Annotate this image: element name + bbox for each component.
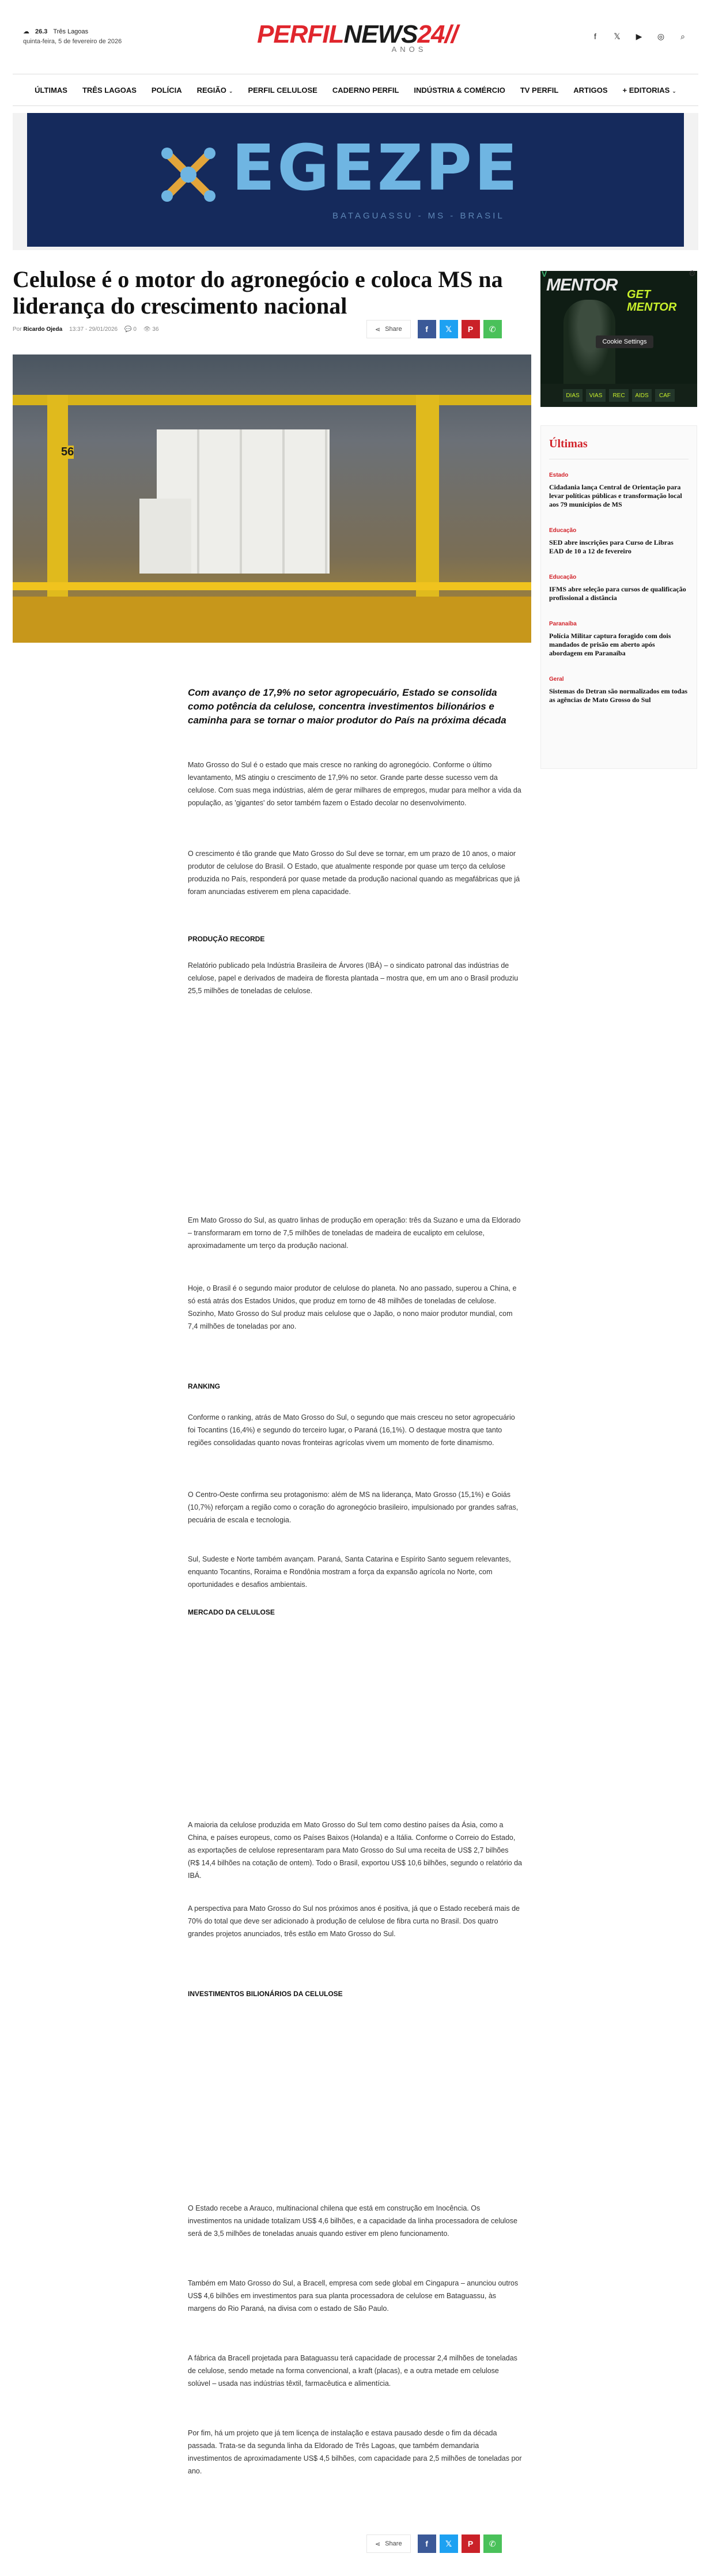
latest-headline[interactable]: SED abre inscrições para Curso de Libras EAD de 10 a 12 de fevereiro: [549, 538, 674, 555]
latest-category[interactable]: Geral: [549, 676, 564, 682]
latest-category[interactable]: Estado: [549, 472, 569, 478]
author-link[interactable]: Ricardo Ojeda: [23, 326, 63, 333]
latest-headline[interactable]: Sistemas do Detran são normalizados em todas as agências de Mato Grosso do Sul: [549, 687, 687, 704]
article-paragraph: Hoje, o Brasil é o segundo maior produtor de celulose do planeta. No ano passado, superou a China, e só está atrás dos Estados Unidos, que produz em torno de 48 milhões de toneladas de celulose. Sozinho, Mato Grosso do Sul produz mais celulose que o Japão, o nono maior produtor mundial, com 7,4 milhões de toneladas por ano.: [188, 1284, 517, 1330]
share-whatsapp-button[interactable]: [483, 2534, 502, 2553]
social-links: [590, 32, 688, 42]
share-x-button[interactable]: [440, 320, 458, 338]
nav-regiao-label: REGIÃO: [196, 85, 226, 95]
cookie-settings-button[interactable]: Cookie Settings: [596, 335, 653, 348]
nav-industria-comercio[interactable]: INDÚSTRIA & COMÉRCIO: [414, 85, 505, 95]
share-whatsapp-button[interactable]: [483, 320, 502, 338]
pinterest-icon: P: [467, 325, 474, 334]
sidebar-ad[interactable]: [540, 271, 697, 407]
share-x-button[interactable]: [440, 2534, 458, 2553]
chevron-down-icon: ⌄: [672, 88, 676, 94]
views-value: 36: [152, 326, 159, 333]
facebook-icon: f: [425, 325, 428, 334]
youtube-icon[interactable]: ▶: [636, 32, 642, 41]
nav-tres-lagoas[interactable]: TRÊS LAGOAS: [82, 85, 137, 95]
nav-editorias-label: + EDITORIAS: [622, 85, 670, 95]
main-nav: [13, 74, 698, 106]
hero-column-left: [47, 395, 68, 614]
ad-right-text: [627, 288, 695, 340]
pinterest-icon: P: [467, 2539, 474, 2548]
nav-tv-perfil[interactable]: TV PERFIL: [520, 85, 559, 95]
list-item[interactable]: [549, 621, 689, 658]
x-icon[interactable]: 𝕏: [614, 32, 621, 41]
eye-icon: 👁: [143, 326, 151, 333]
list-item[interactable]: [549, 472, 689, 509]
article-paragraph: Por fim, há um projeto que já tem licença de instalação e estava pausado desde o fim da década passada. Trata-se da segunda linha da Eldorado de Três Lagoas, que também demandaria investimentos de aproximadamente US$ 4,5 bilhões, com capacidade para 2,5 milhões de toneladas por ano.: [188, 2429, 522, 2475]
nav-policia[interactable]: POLÍCIA: [151, 85, 182, 95]
nav-perfil-celulose[interactable]: PERFIL CELULOSE: [248, 85, 317, 95]
share-label: Share: [385, 2540, 402, 2547]
article-paragraph: Sul, Sudeste e Norte também avançam. Paraná, Santa Catarina e Espírito Santo seguem relevantes, enquanto Tocantins, Roraima e Rondônia mostram a força da expansão agrícola no Norte, com oportunidades e desafios ambientais.: [188, 1555, 511, 1589]
hero-number: 56: [61, 446, 74, 458]
article-paragraph: Relatório publicado pela Indústria Brasileira de Árvores (IBÁ) – o sindicato patronal das indústrias de celulose, papel e derivados de madeira de floresta plantada – mostra que, em um ano o Brasil produziu 25,5 milhões de toneladas de celulose.: [188, 961, 519, 995]
ad-tag: AIDS: [632, 389, 652, 402]
article-datetime: 13:37 - 29/01/2026: [69, 326, 118, 333]
ad-tag: VIAS: [586, 389, 606, 402]
ad-choices-icon[interactable]: V: [542, 269, 547, 278]
facebook-icon: f: [425, 2539, 428, 2548]
list-item[interactable]: [549, 527, 689, 556]
logo-tagline: ANOS: [391, 45, 427, 54]
share-facebook-button[interactable]: [418, 2534, 436, 2553]
logo-part-1: PERFIL: [257, 20, 344, 48]
section-heading: RANKING: [188, 1382, 220, 1390]
latest-headline[interactable]: Polícia Militar captura foragido com dois mandados de prisão em aberto após abordagem em Paranaíba: [549, 632, 671, 657]
article-paragraph: A fábrica da Bracell projetada para Bataguassu terá capacidade de processar 2,4 milhões de toneladas de celulose, sendo metade na forma convencional, a kraft (placas), e a outra metade em celulose solúvel – usada nas indústrias têxtil, farmacêutica e alimentícia.: [188, 2354, 517, 2388]
ad-tag: CAF: [655, 389, 675, 402]
comment-icon: 💬: [124, 326, 132, 333]
latest-headline[interactable]: IFMS abre seleção para cursos de qualificação profissional a distância: [549, 585, 686, 602]
article-paragraph: Em Mato Grosso do Sul, as quatro linhas de produção em operação: três da Suzano e uma da Eldorado – transformaram em torno de 7,5 milhões de toneladas de madeira de eucalipto em celulose, aproximadamente um terço da produção nacional.: [188, 1216, 521, 1250]
article-paragraph: Conforme o ranking, atrás de Mato Grosso do Sul, o segundo que mais cresceu no setor agropecuário foi Tocantins (16,4%) e segundo do terceiro lugar, o Paraná (16,1%). O destaque mostra que tanto regiões consolidadas quanto novas fronteiras agrícolas vivem um momento de forte dinamismo.: [188, 1413, 515, 1447]
hero-pulp-bales-small: [139, 499, 191, 574]
logo-part-2: NEWS: [343, 20, 418, 48]
weather-widget: [23, 28, 88, 35]
share-bar-bottom: [366, 2534, 502, 2553]
nav-caderno-perfil[interactable]: CADERNO PERFIL: [332, 85, 399, 95]
share-icon: ⋖: [375, 326, 381, 333]
ad-tag: REC: [609, 389, 629, 402]
banner-ad[interactable]: [27, 113, 684, 247]
article-paragraph: O Estado recebe a Arauco, multinacional chilena que está em construção em Inocência. Os investimentos na unidade totalizam US$ 4,6 bilhões, e a capacidade da linha processadora de celulose será de 3,5 milhões de toneladas anuais quando estiver em pleno funcionamento.: [188, 2204, 517, 2238]
current-date: quinta-feira, 5 de fevereiro de 2026: [23, 38, 122, 45]
logo-part-3: 24: [417, 20, 445, 48]
share-pinterest-button[interactable]: [462, 2534, 480, 2553]
section-heading: PRODUÇÃO RECORDE: [188, 935, 265, 943]
share-pinterest-button[interactable]: [462, 320, 480, 338]
article-paragraph: Mato Grosso do Sul é o estado que mais cresce no ranking do agronegócio. Conforme o último levantamento, MS atingiu o crescimento de 17,9% no setor. Grande parte desse sucesso vem da celulose. Com suas mega indústrias, além de gerar milhares de empregos, mudar para melhor a vida da população, as 'gigantes' do setor também fazem o Estado decolar no desenvolvimento.: [188, 761, 521, 807]
cloud-icon: ☁: [23, 28, 29, 35]
hero-rail: [13, 582, 531, 590]
hero-beam: [13, 395, 531, 405]
hero-floor: [13, 597, 531, 643]
top-bar: [0, 0, 711, 69]
x-icon: 𝕏: [445, 2539, 452, 2548]
ad-title: MENTOR: [546, 276, 618, 295]
share-facebook-button[interactable]: [418, 320, 436, 338]
temperature: 26.3: [35, 28, 48, 35]
egezpe-logo-icon: [157, 143, 220, 206]
nav-regiao[interactable]: [197, 86, 233, 95]
share-button[interactable]: [366, 320, 411, 338]
nav-editorias[interactable]: [623, 86, 676, 95]
nav-artigos[interactable]: ARTIGOS: [573, 85, 608, 95]
x-icon: 𝕏: [445, 324, 452, 334]
ad-tag: DIAS: [563, 389, 583, 402]
share-icon: ⋖: [375, 2540, 381, 2548]
latest-category[interactable]: Educação: [549, 574, 577, 580]
share-label: Share: [385, 326, 402, 333]
site-logo[interactable]: [254, 22, 461, 54]
article-meta: [13, 326, 159, 333]
article-lead: Com avanço de 17,9% no setor agropecuário, Estado se consolida como potência da celulose, concentra investimentos bilionários e caminha para se tornar o maior produtor do País na próxima década: [188, 687, 506, 726]
article-title: Celulose é o motor do agronegócio e coloca MS na liderança do crescimento nacional: [13, 266, 503, 319]
article-paragraph: O crescimento é tão grande que Mato Grosso do Sul deve se tornar, em um prazo de 10 anos, o maior produtor de celulose do Brasil. O Estado, que atualmente responde por quase um terço da celulose produzida no País, responderá por quase metade da produção nacional quando as megafábricas que já foram anunciadas estiverem em plena capacidade.: [188, 850, 520, 896]
latest-category[interactable]: Paranaíba: [549, 621, 577, 627]
whatsapp-icon: ✆: [489, 2539, 496, 2548]
latest-category[interactable]: Educação: [549, 527, 577, 534]
latest-title: Últimas: [549, 437, 689, 459]
list-item[interactable]: [549, 574, 689, 602]
banner-subtitle: BATAGUASSU - MS - BRASIL: [332, 211, 505, 221]
list-item[interactable]: [549, 676, 689, 704]
section-heading: MERCADO DA CELULOSE: [188, 1608, 275, 1616]
search-icon[interactable]: ⌕: [680, 32, 685, 41]
gear-icon[interactable]: ⚙: [689, 269, 696, 278]
banner-ad-container: [13, 113, 698, 250]
ad-bottom-tags: [540, 384, 697, 407]
instagram-icon[interactable]: ◎: [657, 32, 665, 41]
article-paragraph: O Centro-Oeste confirma seu protagonismo: além de MS na liderança, Mato Grosso (15,1%) e Goiás (10,7%) reforçam a região como o coração do agronegócio brasileiro, impulsionado por grandes safras, pecuária de escala e tecnologia.: [188, 1491, 519, 1524]
whatsapp-icon: ✆: [489, 324, 496, 334]
comments-value: 0: [133, 326, 137, 333]
article-paragraph: A maioria da celulose produzida em Mato Grosso do Sul tem como destino países da Ásia, como a China, e países europeus, como os Países Baixos (Holanda) e a Itália. Conforme o Correio do Estado, as exportações de celulose representaram para Mato Grosso do Sul uma receita de US$ 2,7 bilhões (R$ 14,4 bilhões na cotação de ontem). Todo o Brasil, exportou US$ 10,6 bilhões, segundo o relatório da IBÁ.: [188, 1821, 522, 1880]
share-bar-top: [366, 320, 502, 338]
banner-brand: EGEZPE: [232, 131, 520, 205]
facebook-icon[interactable]: f: [594, 32, 596, 41]
article-paragraph: A perspectiva para Mato Grosso do Sul nos próximos anos é positiva, já que o Estado receberá mais de 70% do total que deve ser adicionado à produção de celulose de fibra curta no Brasil. Dos quatro grandes projetos anunciados, três estão em Mato Grosso do Sul.: [188, 1904, 520, 1938]
share-button[interactable]: [366, 2534, 411, 2553]
nav-ultimas[interactable]: ÚLTIMAS: [35, 85, 67, 95]
latest-headline[interactable]: Cidadania lança Central de Orientação para levar políticas públicas e transformação local aos 79 municípios de MS: [549, 483, 682, 508]
section-heading: INVESTIMENTOS BILIONÁRIOS DA CELULOSE: [188, 1990, 343, 1998]
hero-image: [13, 354, 531, 643]
city: Três Lagoas: [53, 28, 89, 35]
ad-right-line-1: GET: [627, 288, 651, 301]
by-label: Por: [13, 326, 22, 333]
latest-news-widget: [540, 425, 697, 769]
chevron-down-icon: ⌄: [228, 88, 233, 94]
article-paragraph: Também em Mato Grosso do Sul, a Bracell, empresa com sede global em Cingapura – anunciou outros US$ 4,6 bilhões em investimentos para sua planta processadora de celulose em Bataguassu, às margens do Rio Paraná, na divisa com o estado de São Paulo.: [188, 2279, 519, 2313]
comments-count[interactable]: [124, 326, 137, 333]
views-count: [143, 326, 159, 333]
logo-slashes: //: [444, 20, 457, 48]
ad-right-line-2: MENTOR: [627, 301, 677, 314]
